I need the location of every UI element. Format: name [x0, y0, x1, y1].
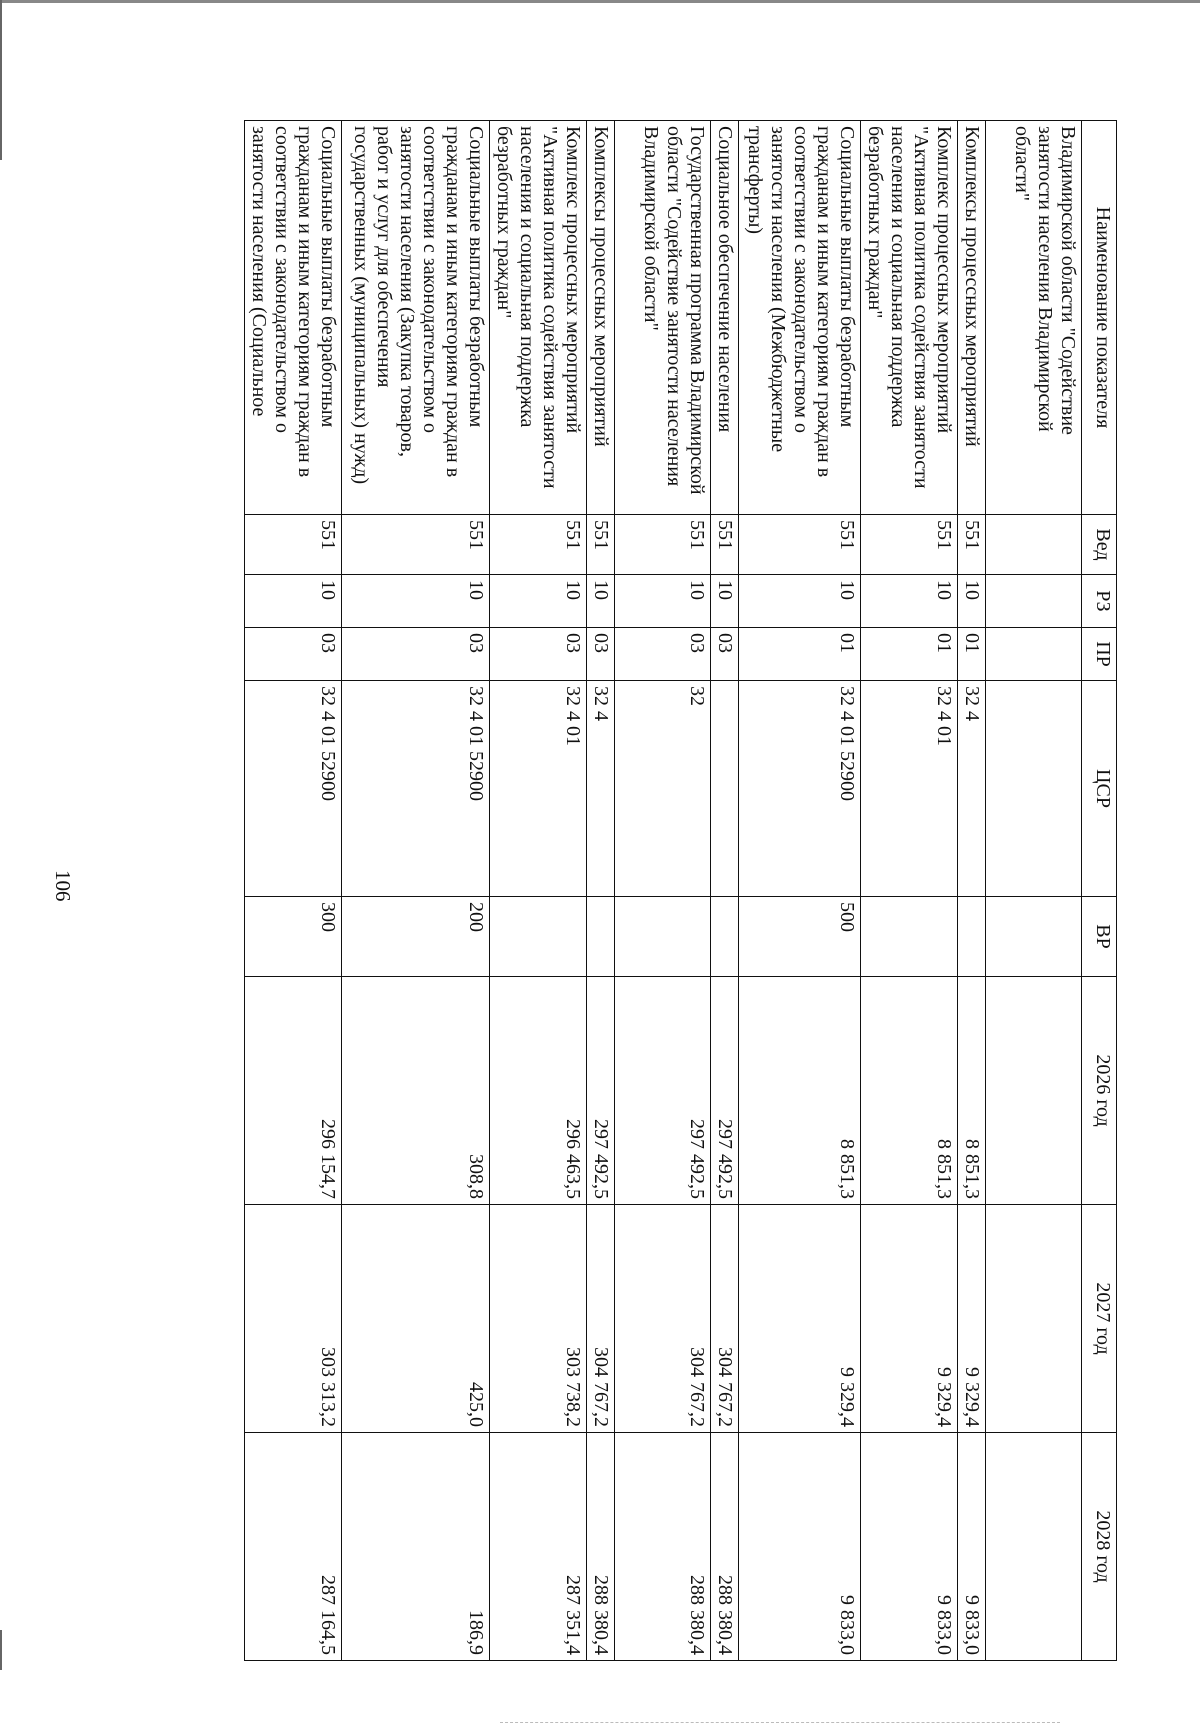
cell-2028: 287 351,4 [490, 1433, 587, 1661]
cell-name: Комплекс процессных мероприятий "Активная политика содействия занятости населения и социальная поддержка безработных граждан" [861, 121, 958, 515]
table-row [490, 121, 587, 1661]
cell-rz: 10 [490, 575, 587, 628]
cell-vr [958, 897, 986, 977]
scan-edge-top [0, 0, 1200, 3]
cell-pr: 01 [861, 628, 958, 681]
header-pr: ПР [1082, 628, 1117, 681]
page-number: 106 [51, 870, 75, 902]
table-row [587, 121, 615, 1661]
cell-rz: 10 [342, 575, 490, 628]
cell-2026: 296 463,5 [490, 977, 587, 1205]
cell-2026 [986, 977, 1082, 1205]
cell-csr [711, 681, 739, 897]
cell-2027: 304 767,2 [615, 1205, 711, 1433]
cell-pr: 03 [245, 628, 342, 681]
cell-vr [587, 897, 615, 977]
cell-2028: 9 833,0 [861, 1433, 958, 1661]
cell-rz: 10 [615, 575, 711, 628]
cell-vr [711, 897, 739, 977]
table-row [245, 121, 342, 1661]
cell-2028: 9 833,0 [739, 1433, 861, 1661]
header-name: Наименование показателя [1082, 121, 1117, 515]
cell-2027: 304 767,2 [711, 1205, 739, 1433]
cell-name: Социальные выплаты безработным гражданам и иным категориям граждан в соответствии с законодательством о занятости населения (Социальное [245, 121, 342, 515]
scan-edge-bottom [500, 1722, 1060, 1724]
cell-ved: 551 [490, 515, 587, 575]
scan-edge-left-upper [0, 0, 2, 160]
cell-ved: 551 [958, 515, 986, 575]
cell-2026: 297 492,5 [587, 977, 615, 1205]
cell-csr: 32 4 01 52900 [342, 681, 490, 897]
cell-2026: 297 492,5 [615, 977, 711, 1205]
cell-2028: 288 380,4 [587, 1433, 615, 1661]
cell-csr: 32 4 01 52900 [245, 681, 342, 897]
table-row [958, 121, 986, 1661]
cell-2027: 425,0 [342, 1205, 490, 1433]
cell-rz: 10 [245, 575, 342, 628]
cell-ved: 551 [587, 515, 615, 575]
cell-2027: 9 329,4 [739, 1205, 861, 1433]
cell-csr: 32 4 01 [861, 681, 958, 897]
cell-pr: 03 [711, 628, 739, 681]
cell-rz [986, 575, 1082, 628]
table-row [861, 121, 958, 1661]
cell-pr: 01 [958, 628, 986, 681]
cell-2028: 287 164,5 [245, 1433, 342, 1661]
cell-2027: 9 329,4 [861, 1205, 958, 1433]
rotated-table-container [173, 120, 1117, 1660]
cell-2027: 9 329,4 [958, 1205, 986, 1433]
header-2028: 2028 год [1082, 1433, 1117, 1661]
cell-rz: 10 [587, 575, 615, 628]
budget-table [244, 120, 1117, 1661]
cell-pr: 01 [739, 628, 861, 681]
cell-name: Государственная программа Владимирской области "Содействие занятости населения Владимирской области" [615, 121, 711, 515]
cell-vr: 500 [739, 897, 861, 977]
cell-ved [986, 515, 1082, 575]
cell-name: Владимирской области "Содействие занятости населения Владимирской области" [986, 121, 1082, 515]
cell-2027: 303 738,2 [490, 1205, 587, 1433]
cell-vr [615, 897, 711, 977]
cell-pr: 03 [490, 628, 587, 681]
cell-2026: 297 492,5 [711, 977, 739, 1205]
header-csr: ЦСР [1082, 681, 1117, 897]
table-header-row [1082, 121, 1117, 1661]
cell-pr: 03 [587, 628, 615, 681]
cell-ved: 551 [615, 515, 711, 575]
scan-edge-left-lower [0, 1630, 2, 1670]
cell-csr: 32 [615, 681, 711, 897]
cell-rz: 10 [711, 575, 739, 628]
cell-pr: 03 [342, 628, 490, 681]
header-vr: ВР [1082, 897, 1117, 977]
cell-rz: 10 [861, 575, 958, 628]
cell-2026: 8 851,3 [739, 977, 861, 1205]
cell-csr: 32 4 [587, 681, 615, 897]
table-row [739, 121, 861, 1661]
cell-name: Социальные выплаты безработным гражданам и иным категориям граждан в соответствии с законодательством о занятости населения (Закупка товаров, работ и услуг для обеспечения государственных (муниципальных) нужд) [342, 121, 490, 515]
cell-2028: 288 380,4 [615, 1433, 711, 1661]
cell-ved: 551 [711, 515, 739, 575]
cell-ved: 551 [342, 515, 490, 575]
cell-vr: 300 [245, 897, 342, 977]
cell-name: Социальные выплаты безработным гражданам и иным категориям граждан в соответствии с законодательством о занятости населения (Межбюджетные трансферты) [739, 121, 861, 515]
cell-ved: 551 [861, 515, 958, 575]
cell-2026: 296 154,7 [245, 977, 342, 1205]
table-row [615, 121, 711, 1661]
cell-2028: 186,9 [342, 1433, 490, 1661]
cell-2028: 9 833,0 [958, 1433, 986, 1661]
cell-2027 [986, 1205, 1082, 1433]
cell-csr [986, 681, 1082, 897]
cell-2027: 303 313,2 [245, 1205, 342, 1433]
cell-2026: 308,8 [342, 977, 490, 1205]
cell-rz: 10 [739, 575, 861, 628]
cell-vr [986, 897, 1082, 977]
header-ved: Вед [1082, 515, 1117, 575]
cell-2027: 304 767,2 [587, 1205, 615, 1433]
table-row [711, 121, 739, 1661]
cell-2026: 8 851,3 [861, 977, 958, 1205]
cell-csr: 32 4 [958, 681, 986, 897]
cell-ved: 551 [739, 515, 861, 575]
header-2027: 2027 год [1082, 1205, 1117, 1433]
cell-name: Комплексы процессных мероприятий [958, 121, 986, 515]
cell-vr: 200 [342, 897, 490, 977]
cell-rz: 10 [958, 575, 986, 628]
cell-pr: 03 [615, 628, 711, 681]
cell-name: Социальное обеспечение населения [711, 121, 739, 515]
cell-vr [490, 897, 587, 977]
cell-pr [986, 628, 1082, 681]
cell-name: Комплекс процессных мероприятий "Активная политика содействия занятости населения и социальная поддержка безработных граждан" [490, 121, 587, 515]
cell-csr: 32 4 01 [490, 681, 587, 897]
cell-2028: 288 380,4 [711, 1433, 739, 1661]
header-2026: 2026 год [1082, 977, 1117, 1205]
cell-2028 [986, 1433, 1082, 1661]
cell-ved: 551 [245, 515, 342, 575]
table-row [986, 121, 1082, 1661]
cell-vr [861, 897, 958, 977]
cell-2026: 8 851,3 [958, 977, 986, 1205]
cell-csr: 32 4 01 52900 [739, 681, 861, 897]
header-rz: РЗ [1082, 575, 1117, 628]
cell-name: Комплексы процессных мероприятий [587, 121, 615, 515]
table-row [342, 121, 490, 1661]
